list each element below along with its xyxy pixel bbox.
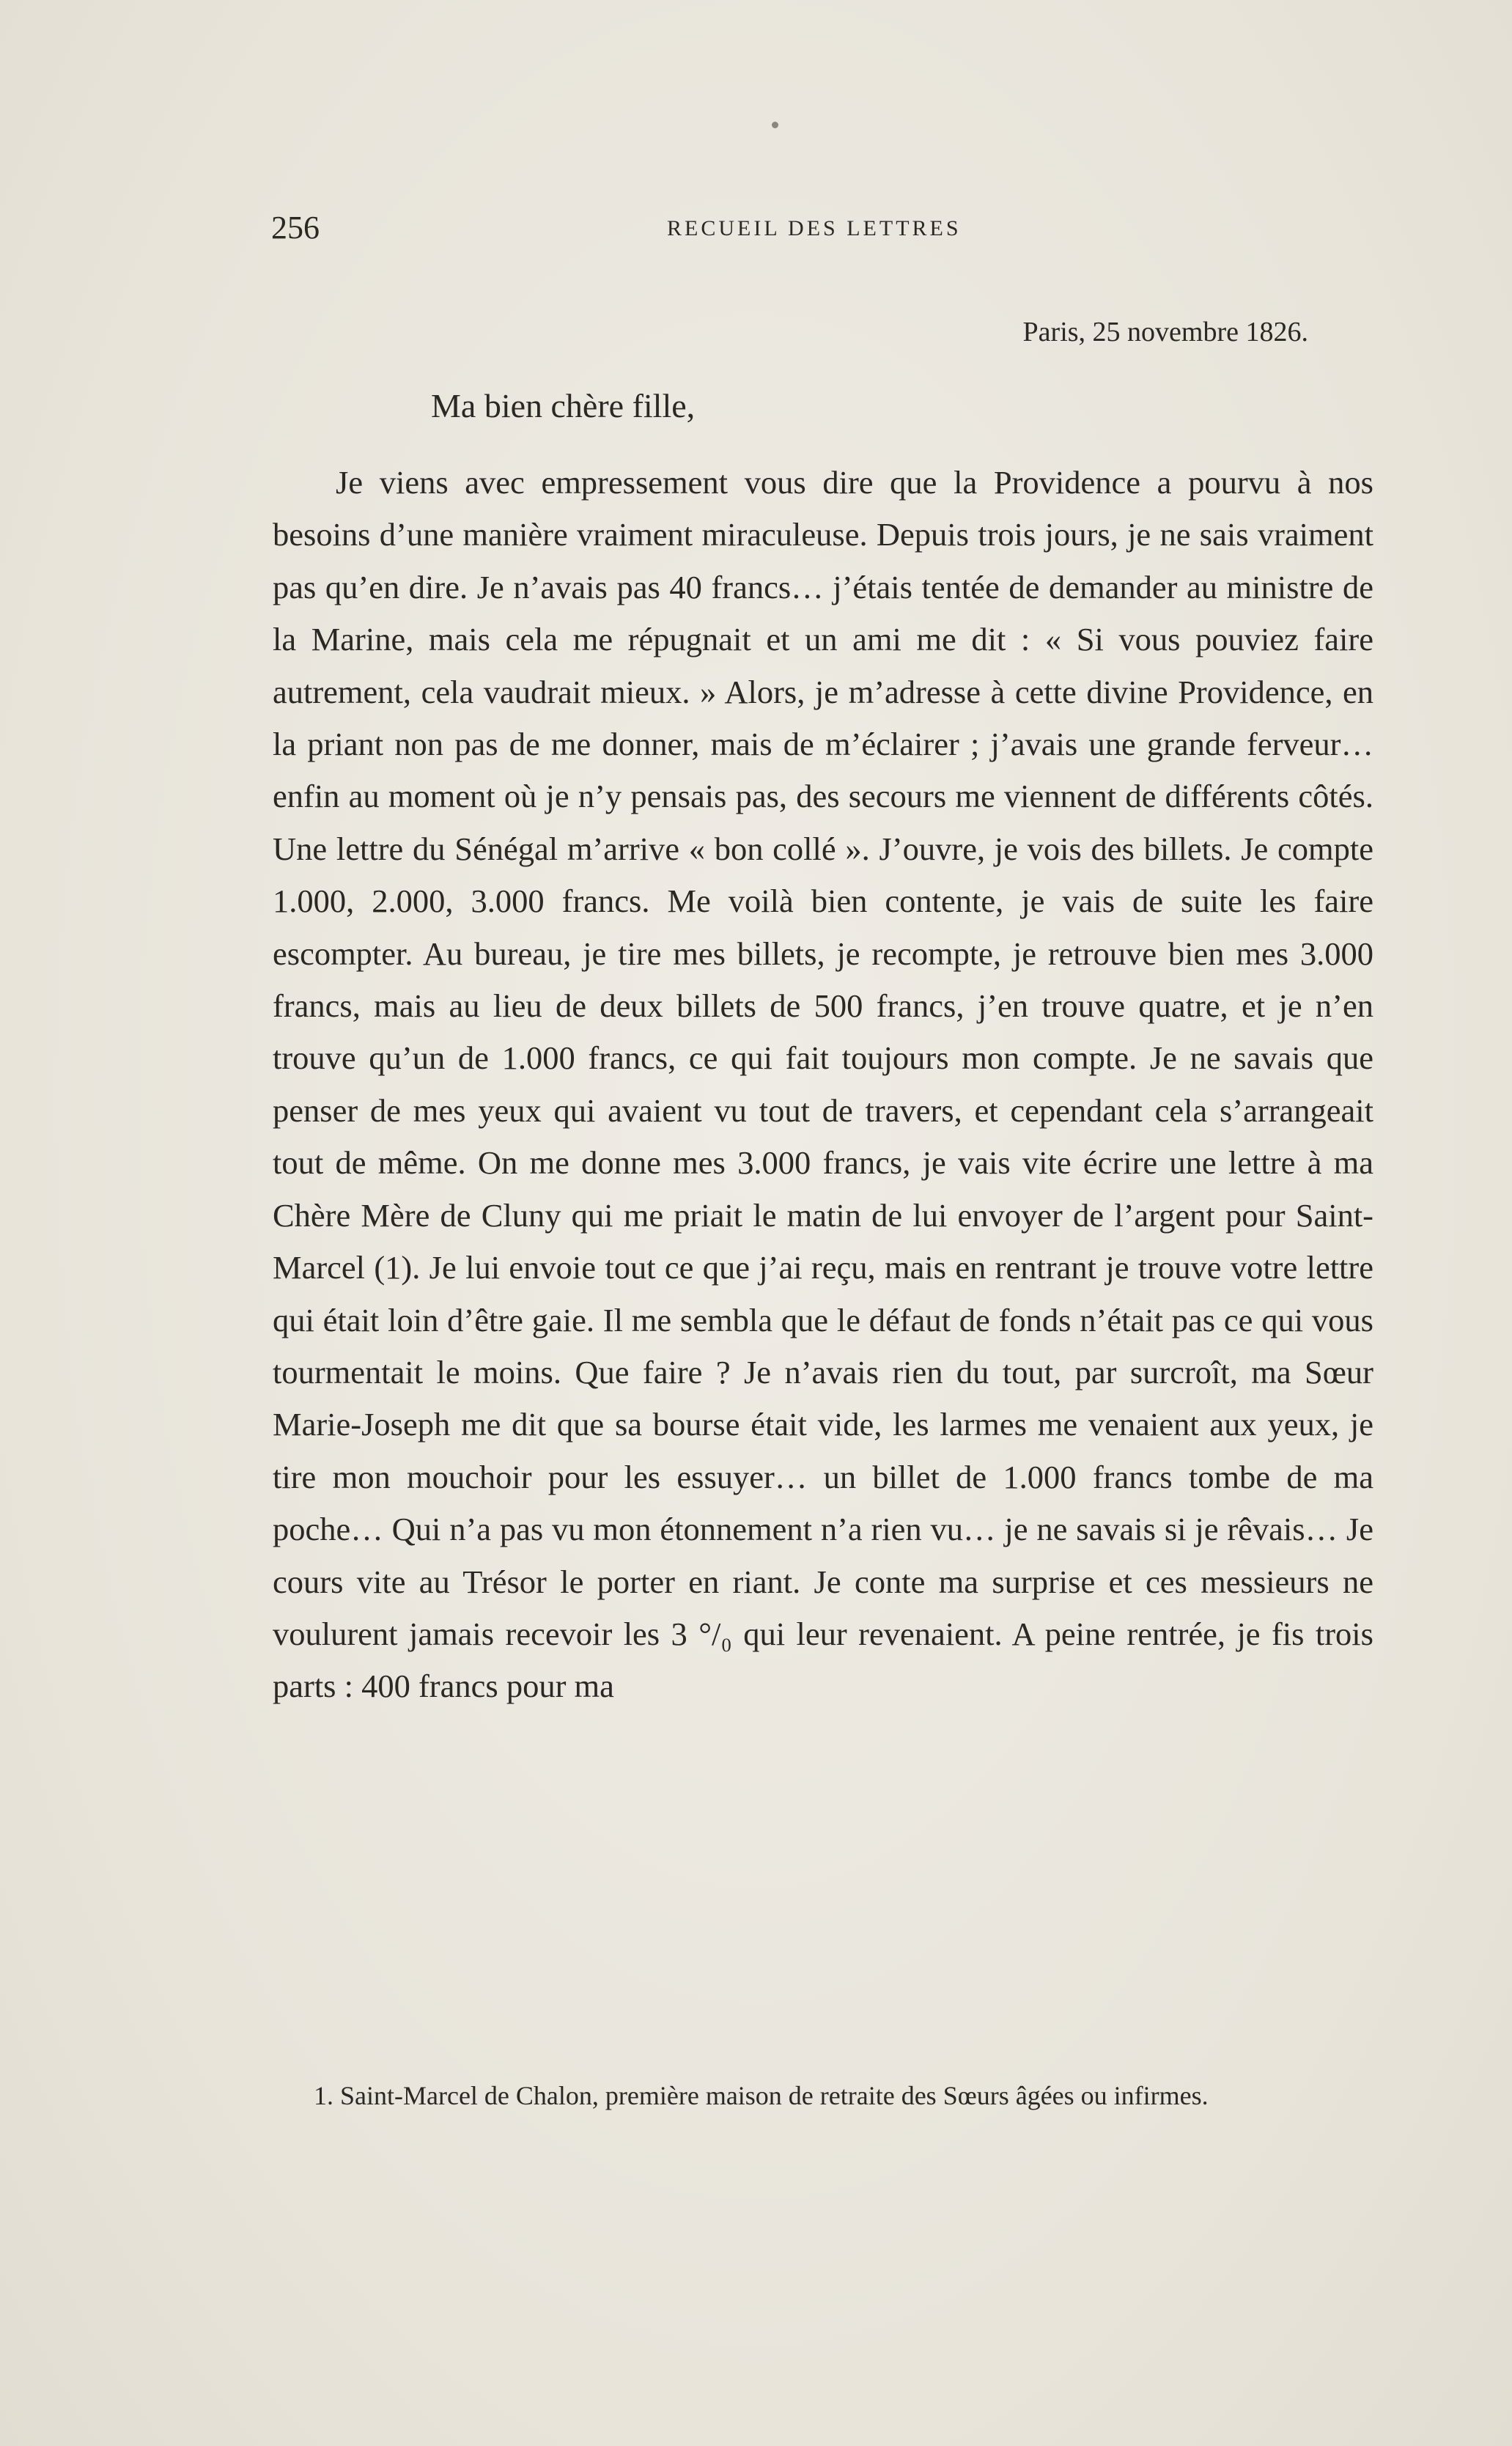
- letter-dateline: Paris, 25 novembre 1826.: [1022, 317, 1308, 347]
- page-number: 256: [271, 210, 320, 246]
- running-head: RECUEIL DES LETTRES: [667, 216, 962, 240]
- page-header: [271, 210, 1378, 246]
- footnote: 1. Saint-Marcel de Chalon, première maison de retraite des Sœurs âgées ou infirmes.: [314, 2081, 1209, 2110]
- paper-speck: [772, 122, 778, 128]
- letter-body: Je viens avec empressement vous dire que la Providence a pourvu à nos besoins d’une manière vraiment miraculeuse. Depuis trois jours, je ne sais vraiment pas qu’en dire. Je n’avais pas 40 francs… j’étais tentée de demander au ministre de la Marine, mais cela me répugnait et un ami me dit : « Si vous pouviez faire autrement, cela vaudrait mieux. » Alors, je m’adresse à cette divine Providence, en la priant non pas de me donner, mais de m’éclairer ; j’avais une grande ferveur… enfin au moment où je n’y pensais pas, des secours me viennent de différents côtés. Une lettre du Sénégal m’arrive « bon collé ». J’ouvre, je vois des billets. Je compte 1.000, 2.000, 3.000 francs. Me voilà bien contente, je vais de suite les faire escompter. Au bureau, je tire mes billets, je recompte, je retrouve bien mes 3.000 francs, mais au lieu de deux billets de 500 francs, j’en trouve quatre, et je n’en trouve qu’un de 1.000 francs, ce qui fait toujours mon compte. Je ne savais que penser de mes yeux qui avaient vu tout de travers, et cependant cela s’arrangeait tout de même. On me donne mes 3.000 francs, je vais vite écrire une lettre à ma Chère Mère de Cluny qui me priait le matin de lui envoyer de l’argent pour Saint-Marcel (1). Je lui envoie tout ce que j’ai reçu, mais en rentrant je trouve votre lettre qui était loin d’être gaie. Il me sembla que le défaut de fonds n’était pas ce qui vous tourmentait le moins. Que faire ? Je n’avais rien du tout, par surcroît, ma Sœur Marie-Joseph me dit que sa bourse était vide, les larmes me venaient aux yeux, je tire mon mouchoir pour les essuyer… un billet de 1.000 francs tombe de ma poche… Qui n’a pas vu mon étonnement n’a rien vu… je ne savais si je rêvais… Je cours vite au Trésor le porter en riant. Je conte ma surprise et ces messieurs ne voulurent jamais recevoir les 3 °/₀ qui leur revenaient. A peine rentrée, je fis trois parts : 400 francs pour ma: [273, 464, 1373, 1705]
- letter-salutation: Ma bien chère fille,: [431, 387, 696, 424]
